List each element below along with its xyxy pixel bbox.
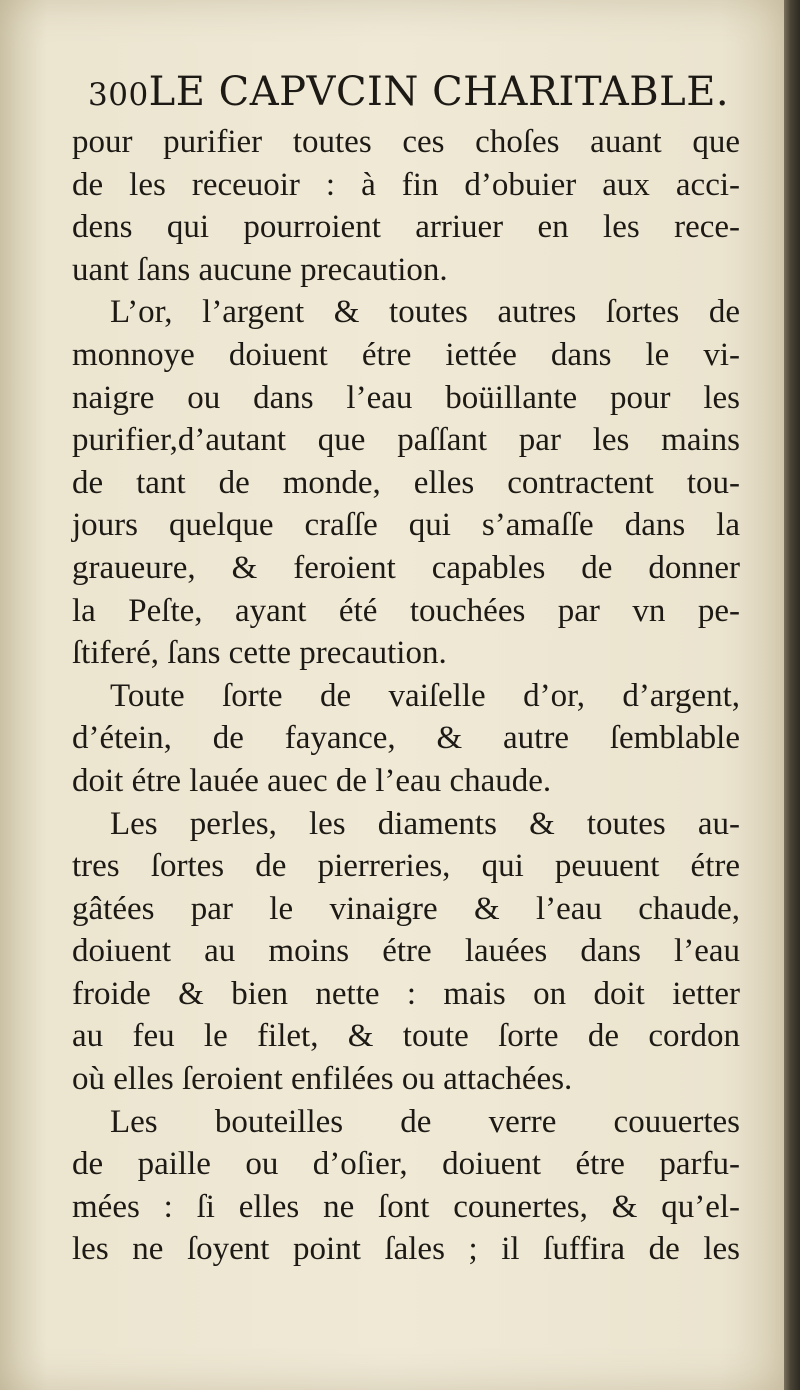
text-line: d’étein, de fayance, & autre ſemblable xyxy=(72,720,740,757)
paragraph-3 xyxy=(72,675,740,803)
text-line: au feu le filet, & toute ſorte de cordon xyxy=(72,1018,740,1055)
text-line: dens qui pourroient arriuer en les rece- xyxy=(72,209,740,246)
text-line: Les perles, les diaments & toutes au- xyxy=(110,805,740,842)
text-line: gâtées par le vinaigre & l’eau chaude, xyxy=(72,890,740,927)
text-line: ſtiferé, ſans cette precaution. xyxy=(72,635,447,672)
page-edge-shadow xyxy=(784,0,800,1390)
paragraph-4 xyxy=(72,803,740,1101)
text-line: jours quelque craſſe qui s’amaſſe dans la xyxy=(72,507,740,544)
text-line: pour purifier toutes ces choſes auant que xyxy=(72,124,740,160)
text-line: uant ſans aucune precaution. xyxy=(72,251,448,288)
running-title: LE CAPVCIN CHARITABLE. xyxy=(148,69,730,115)
text-line: Les bouteilles de verre couuertes xyxy=(110,1103,740,1140)
text-line: Toute ſorte de vaiſelle d’or, d’argent, xyxy=(110,677,740,714)
text-line: de paille ou d’oſier, doiuent étre parfu- xyxy=(72,1146,740,1183)
text-line: tres ſortes de pierreries, qui peuuent étre xyxy=(72,848,740,885)
text-line: de tant de monde, elles contractent tou- xyxy=(72,464,740,501)
text-line: purifier,d’autant que paſſant par les mains xyxy=(72,422,740,459)
text-block xyxy=(72,70,740,1271)
text-line: la Peſte, ayant été touchées par vn pe- xyxy=(72,592,740,629)
text-line: les ne ſoyent point ſales ; il ſuffira de les xyxy=(72,1231,740,1268)
paragraph-1 xyxy=(72,121,740,291)
page-number: 300 xyxy=(88,77,149,113)
text-line: L’or, l’argent & toutes autres ſortes de xyxy=(110,294,740,331)
text-line: où elles ſeroient enfilées ou attachées. xyxy=(72,1061,573,1098)
text-line: monnoye doiuent étre iettée dans le vi- xyxy=(72,336,740,373)
running-header xyxy=(88,70,740,117)
text-line: mées : ſi elles ne ſont counertes, & qu’el- xyxy=(72,1188,740,1225)
text-line: doit étre lauée auec de l’eau chaude. xyxy=(72,762,552,799)
paragraph-5 xyxy=(72,1101,740,1271)
paragraph-2 xyxy=(72,291,740,674)
text-line: doiuent au moins étre lauées dans l’eau xyxy=(72,933,740,970)
text-line: naigre ou dans l’eau boüillante pour les xyxy=(72,379,740,416)
text-line: de les receuoir : à fin d’obuier aux acci- xyxy=(72,166,740,203)
text-line: froide & bien nette : mais on doit ietter xyxy=(72,975,740,1012)
text-line: graueure, & feroient capables de donner xyxy=(72,549,740,586)
